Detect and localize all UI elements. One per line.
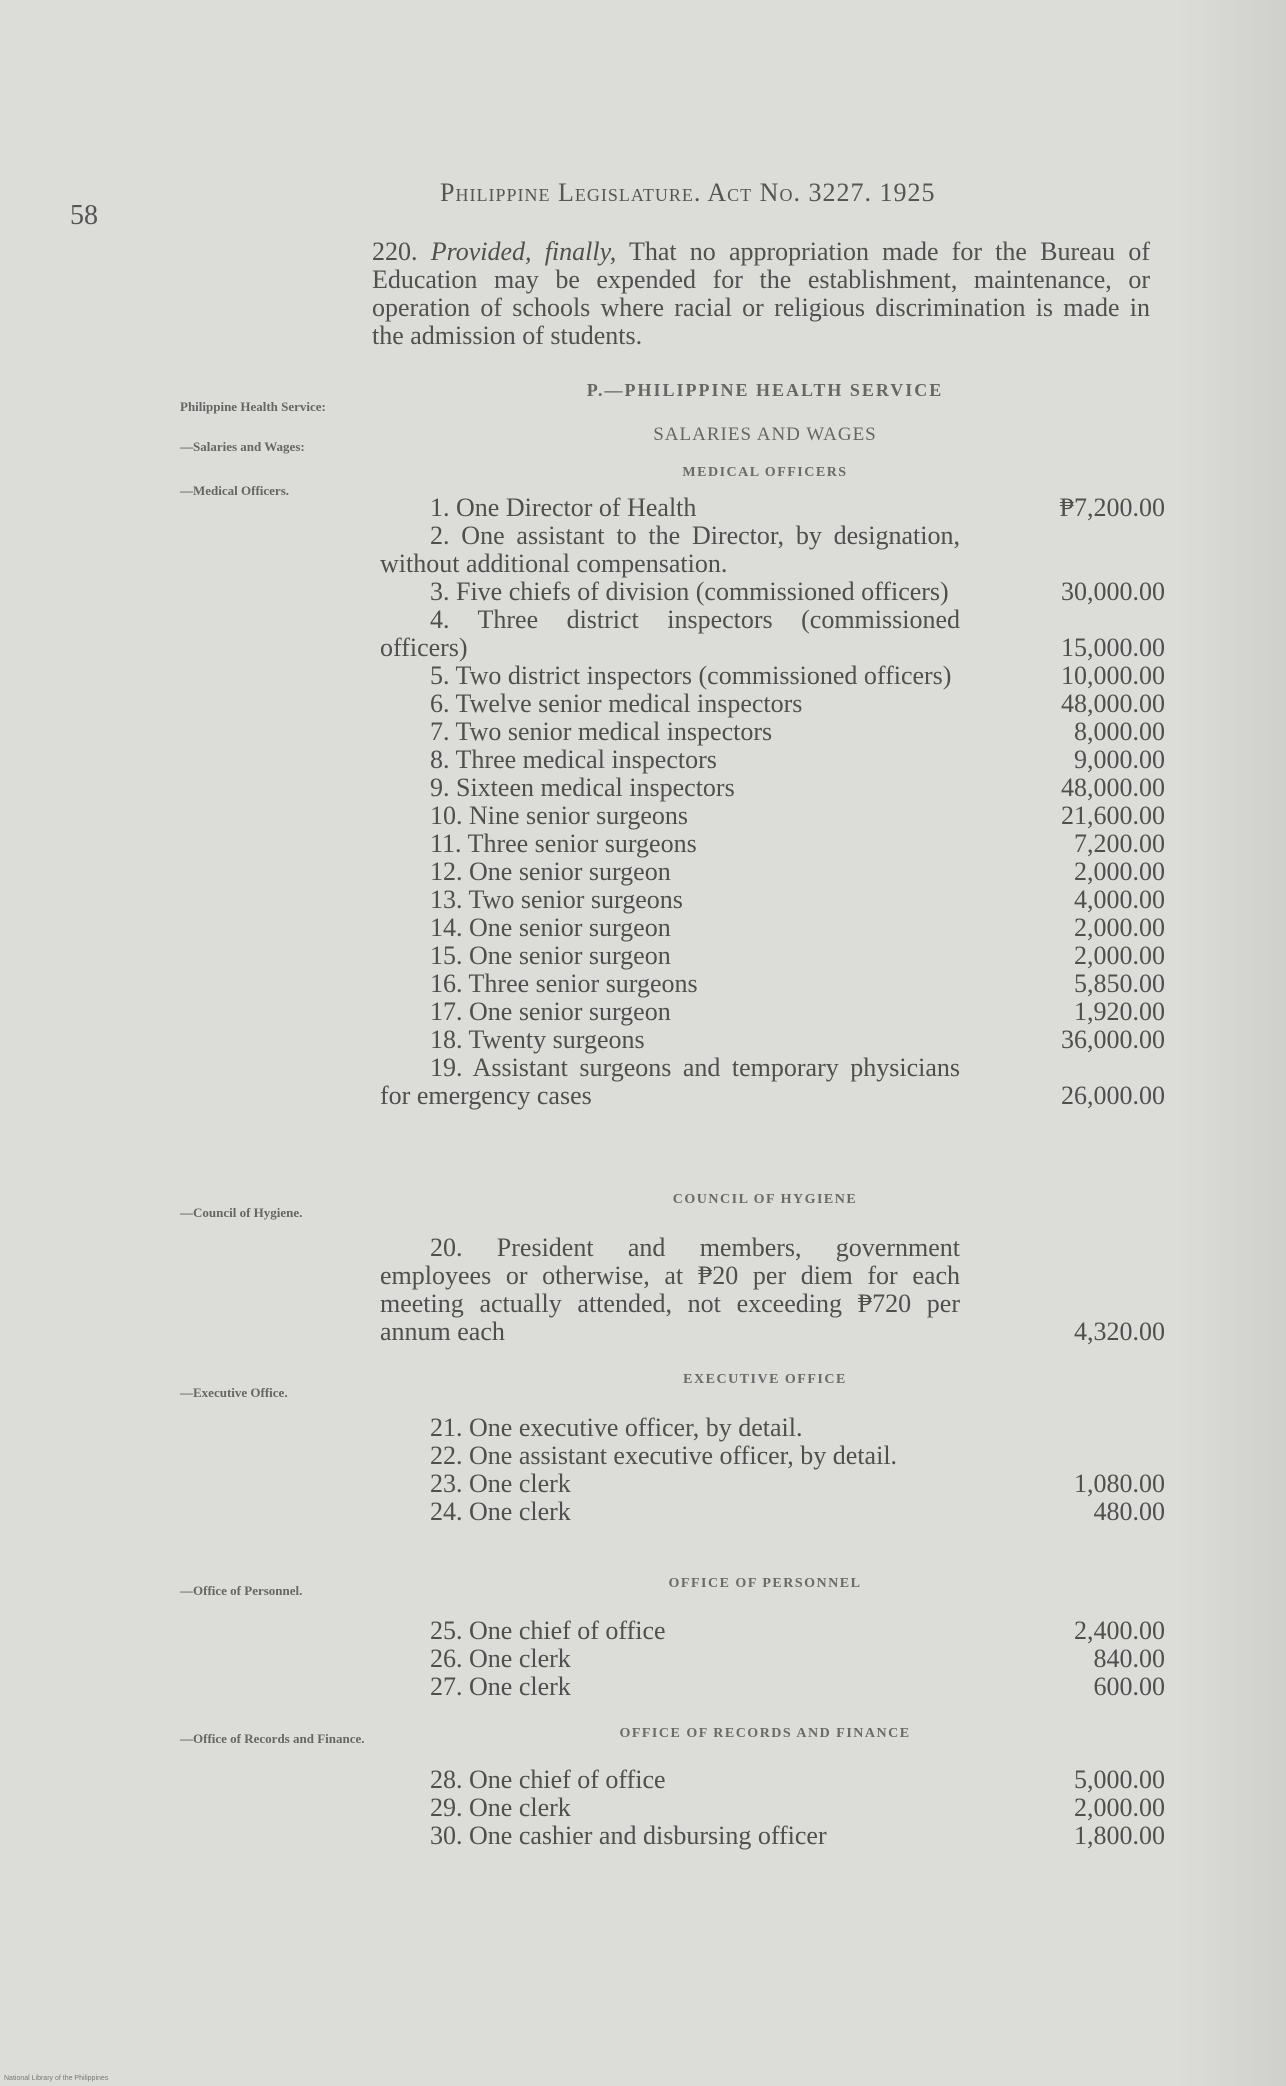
item-description: 27. One clerk	[430, 1672, 571, 1701]
appropriation-item	[380, 1794, 1165, 1822]
appropriation-item	[380, 1234, 1165, 1346]
item-description: 15. One senior surgeon	[430, 941, 671, 970]
item-description: 23. One clerk	[430, 1469, 571, 1498]
item-amount: 4,320.00	[1074, 1317, 1165, 1346]
item-description: 11. Three senior surgeons	[430, 829, 697, 858]
running-head: Philippine Legislature. Act No. 3227. 1925	[440, 178, 936, 207]
item-description: 9. Sixteen medical inspectors	[430, 773, 735, 802]
appropriation-item	[380, 1498, 1165, 1526]
item-description: 4. Three district inspectors (commissioned officers)	[380, 605, 960, 662]
intro-italic: Provided, finally,	[430, 237, 617, 266]
item-amount: 21,600.00	[1061, 801, 1165, 830]
appropriation-item	[380, 746, 1165, 774]
item-amount: 8,000.00	[1074, 717, 1165, 746]
section-title: P.—PHILIPPINE HEALTH SERVICE	[586, 380, 944, 400]
appropriation-item	[380, 774, 1165, 802]
item-amount: 5,850.00	[1074, 969, 1165, 998]
appropriation-item	[380, 718, 1165, 746]
item-description: 5. Two district inspectors (commissioned officers)	[430, 661, 952, 690]
item-amount: 30,000.00	[1061, 577, 1165, 606]
item-description: 2. One assistant to the Director, by designation, without additional compensation.	[380, 521, 960, 578]
appropriation-item	[380, 998, 1165, 1026]
item-amount: 4,000.00	[1074, 885, 1165, 914]
intro-text: That no appropriation made for the Bureau of Education may be expended for the establishment, maintenance, or operation of schools where racial or religious discrimination is made in the admission of students.	[372, 237, 1151, 350]
item-description: 21. One executive officer, by detail.	[430, 1413, 803, 1442]
appropriation-item	[380, 942, 1165, 970]
medical-officers-list	[380, 494, 1165, 1110]
appropriation-item	[380, 1054, 1165, 1110]
council-of-hygiene-list	[380, 1234, 1165, 1346]
category-office-of-personnel: OFFICE OF PERSONNEL	[668, 1576, 862, 1591]
appropriation-item	[380, 690, 1165, 718]
subsection-title: SALARIES AND WAGES	[653, 424, 877, 445]
margin-note-council: —Council of Hygiene.	[180, 1205, 303, 1220]
appropriation-item	[380, 522, 1165, 578]
item-amount: 2,000.00	[1074, 857, 1165, 886]
appropriation-item	[380, 1673, 1165, 1701]
appropriation-item	[380, 970, 1165, 998]
item-amount: 840.00	[1093, 1644, 1165, 1673]
office-of-records-list	[380, 1766, 1165, 1850]
item-description: 3. Five chiefs of division (commissioned officers)	[430, 577, 949, 606]
appropriation-item	[380, 1617, 1165, 1645]
appropriation-item	[380, 606, 1165, 662]
page-edge-shadow	[1176, 0, 1286, 2086]
appropriation-item	[380, 1766, 1165, 1794]
appropriation-item	[380, 1645, 1165, 1673]
item-description: 6. Twelve senior medical inspectors	[430, 689, 803, 718]
page-number: 58	[70, 200, 98, 231]
appropriation-item	[380, 1442, 1165, 1470]
item-description: 1. One Director of Health	[430, 493, 697, 522]
item-amount: 10,000.00	[1061, 661, 1165, 690]
appropriation-item	[380, 830, 1165, 858]
item-amount: 1,080.00	[1074, 1469, 1165, 1498]
item-description: 18. Twenty surgeons	[430, 1025, 645, 1054]
item-description: 30. One cashier and disbursing officer	[430, 1821, 827, 1850]
item-amount: ₱7,200.00	[1059, 493, 1165, 522]
appropriation-item	[380, 1414, 1165, 1442]
item-amount: 600.00	[1093, 1672, 1165, 1701]
margin-note-medical: —Medical Officers.	[180, 483, 290, 498]
appropriation-item	[380, 1026, 1165, 1054]
margin-note-salaries: —Salaries and Wages:	[180, 439, 305, 454]
item-amount: 480.00	[1093, 1497, 1165, 1526]
item-description: 28. One chief of office	[430, 1765, 666, 1794]
executive-office-list	[380, 1414, 1165, 1526]
item-amount: 2,400.00	[1074, 1616, 1165, 1645]
item-amount: 1,920.00	[1074, 997, 1165, 1026]
office-of-personnel-list	[380, 1617, 1165, 1701]
appropriation-item	[380, 662, 1165, 690]
item-description: 7. Two senior medical inspectors	[430, 717, 773, 746]
item-amount: 7,200.00	[1074, 829, 1165, 858]
item-amount: 26,000.00	[1061, 1081, 1165, 1110]
item-description: 10. Nine senior surgeons	[430, 801, 689, 830]
item-amount: 2,000.00	[1074, 913, 1165, 942]
category-medical-officers: MEDICAL OFFICERS	[682, 465, 848, 480]
item-description: 20. President and members, government employees or otherwise, at ₱20 per diem for each meeting actually attended, not exceeding ₱720 per annum each	[380, 1233, 960, 1346]
appropriation-item	[380, 886, 1165, 914]
item-description: 13. Two senior surgeons	[430, 885, 683, 914]
margin-note-records: —Office of Records and Finance.	[180, 1731, 365, 1746]
category-office-of-records-and-finance: OFFICE OF RECORDS AND FINANCE	[619, 1726, 911, 1741]
item-description: 17. One senior surgeon	[430, 997, 671, 1026]
appropriation-item	[380, 1470, 1165, 1498]
footer-credit: National Library of the Philippines	[4, 2075, 109, 2082]
item-amount: 2,000.00	[1074, 941, 1165, 970]
appropriation-item	[380, 914, 1165, 942]
item-description: 22. One assistant executive officer, by detail.	[430, 1441, 898, 1470]
item-description: 8. Three medical inspectors	[430, 745, 717, 774]
appropriation-item	[380, 1822, 1165, 1850]
item-amount: 36,000.00	[1061, 1025, 1165, 1054]
margin-note-executive: —Executive Office.	[180, 1385, 288, 1400]
item-amount: 9,000.00	[1074, 745, 1165, 774]
intro-paragraph	[372, 238, 1150, 350]
item-description: 26. One clerk	[430, 1644, 571, 1673]
item-description: 19. Assistant surgeons and temporary physicians for emergency cases	[380, 1053, 960, 1110]
margin-note-personnel: —Office of Personnel.	[180, 1583, 303, 1598]
appropriation-item	[380, 578, 1165, 606]
item-description: 24. One clerk	[430, 1497, 571, 1526]
item-amount: 48,000.00	[1061, 689, 1165, 718]
item-amount: 2,000.00	[1074, 1793, 1165, 1822]
appropriation-item	[380, 858, 1165, 886]
item-amount: 15,000.00	[1061, 633, 1165, 662]
item-amount: 1,800.00	[1074, 1821, 1165, 1850]
item-description: 25. One chief of office	[430, 1616, 666, 1645]
category-executive-office: EXECUTIVE OFFICE	[683, 1372, 847, 1387]
item-amount: 48,000.00	[1061, 773, 1165, 802]
item-description: 16. Three senior surgeons	[430, 969, 698, 998]
margin-note-service: Philippine Health Service:	[180, 399, 326, 414]
item-description: 14. One senior surgeon	[430, 913, 671, 942]
intro-number: 220.	[372, 237, 418, 266]
appropriation-item	[380, 494, 1165, 522]
appropriation-item	[380, 802, 1165, 830]
item-amount: 5,000.00	[1074, 1765, 1165, 1794]
item-description: 29. One clerk	[430, 1793, 571, 1822]
item-description: 12. One senior surgeon	[430, 857, 671, 886]
category-council-of-hygiene: COUNCIL OF HYGIENE	[672, 1192, 858, 1207]
